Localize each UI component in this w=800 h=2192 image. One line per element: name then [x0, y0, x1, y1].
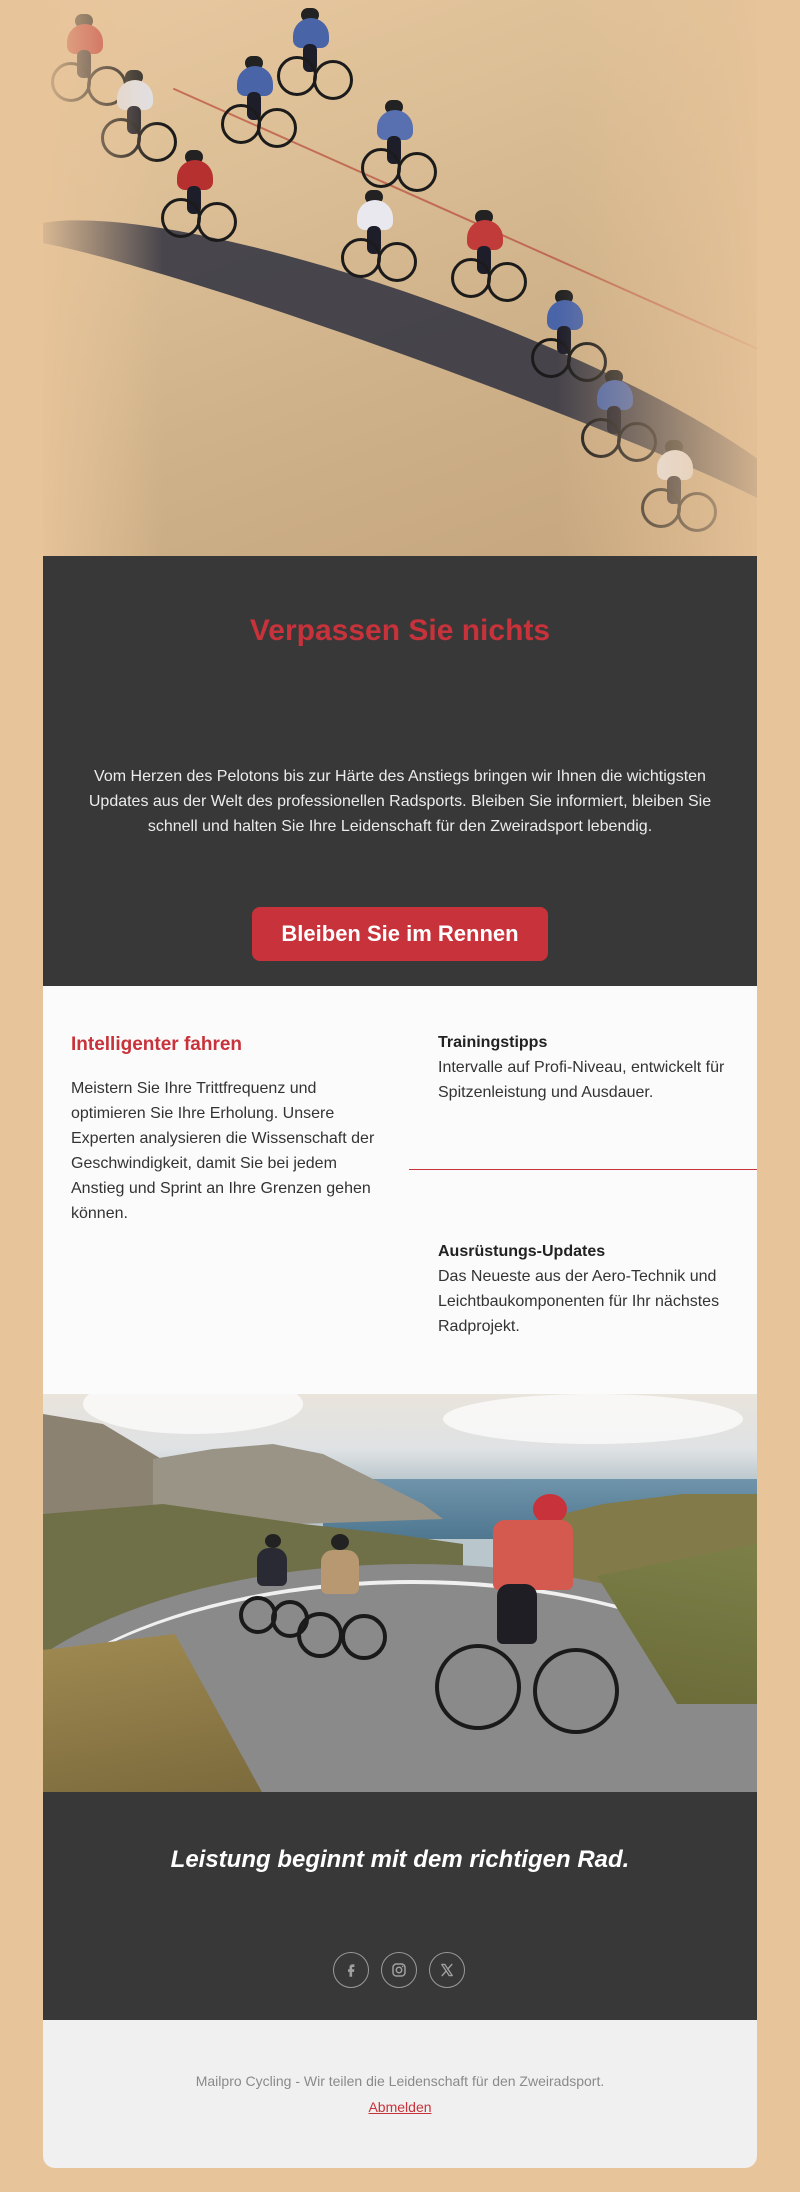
facebook-icon [342, 1961, 360, 1979]
feature-text: Meistern Sie Ihre Trittfrequenz und optimieren Sie Ihre Erholung. Unsere Experten analysieren die Wissenschaft der Geschwindigkeit, damit Sie bei jedem Anstieg und Sprint an Ihre Grenzen gehen können. [71, 1080, 375, 1222]
tip-text: Das Neueste aus der Aero-Technik und Leichtbaukomponenten für Ihr nächstes Radprojekt. [438, 1268, 720, 1335]
divider [409, 1169, 757, 1170]
rider [343, 190, 407, 278]
intro-heading: Verpassen Sie nichts [249, 614, 551, 647]
features-section [43, 986, 757, 1394]
cyclist [243, 1534, 303, 1644]
rider [163, 150, 227, 238]
rider [453, 210, 517, 298]
tip-training [438, 1030, 738, 1105]
x-icon [438, 1961, 456, 1979]
tip-title: Ausrüstungs-Updates [438, 1243, 606, 1260]
tip-text: Intervalle auf Profi-Niveau, entwickelt für Spitzenleistung und Ausdauer. [438, 1059, 725, 1101]
hero-velodrome-image [43, 0, 757, 556]
footer-text: Mailpro Cycling - Wir teilen die Leidenschaft für den Zweiradsport. [195, 2073, 605, 2089]
cyclist [301, 1534, 381, 1664]
rider [279, 8, 343, 96]
feature-column [71, 1034, 381, 1226]
rider [363, 100, 427, 188]
cyclist [443, 1494, 613, 1734]
instagram-icon [390, 1961, 408, 1979]
unsubscribe-link[interactable]: Abmelden [368, 2099, 432, 2115]
feature-heading: Intelligenter fahren [71, 1034, 243, 1055]
intro-text: Vom Herzen des Pelotons bis zur Härte des Anstiegs bringen wir Ihnen die wichtigsten Updates aus der Welt des professionellen Radsports. Bleiben Sie informiert, bleiben Sie schnell und halten Sie Ihre Leidenschaft für den Zweiradsport lebendig. [88, 768, 712, 835]
intro-section [43, 556, 757, 986]
tip-title: Trainingstipps [438, 1034, 548, 1051]
cta-button[interactable]: Bleiben Sie im Rennen [252, 907, 548, 961]
closing-tagline: Leistung beginnt mit dem richtigen Rad. [170, 1846, 630, 1873]
closing-section [43, 1792, 757, 2020]
footer [43, 2020, 757, 2168]
x-link[interactable] [429, 1952, 465, 1988]
instagram-link[interactable] [381, 1952, 417, 1988]
facebook-link[interactable] [333, 1952, 369, 1988]
road-cyclists-image [43, 1394, 757, 1792]
tip-gear [438, 1239, 738, 1339]
